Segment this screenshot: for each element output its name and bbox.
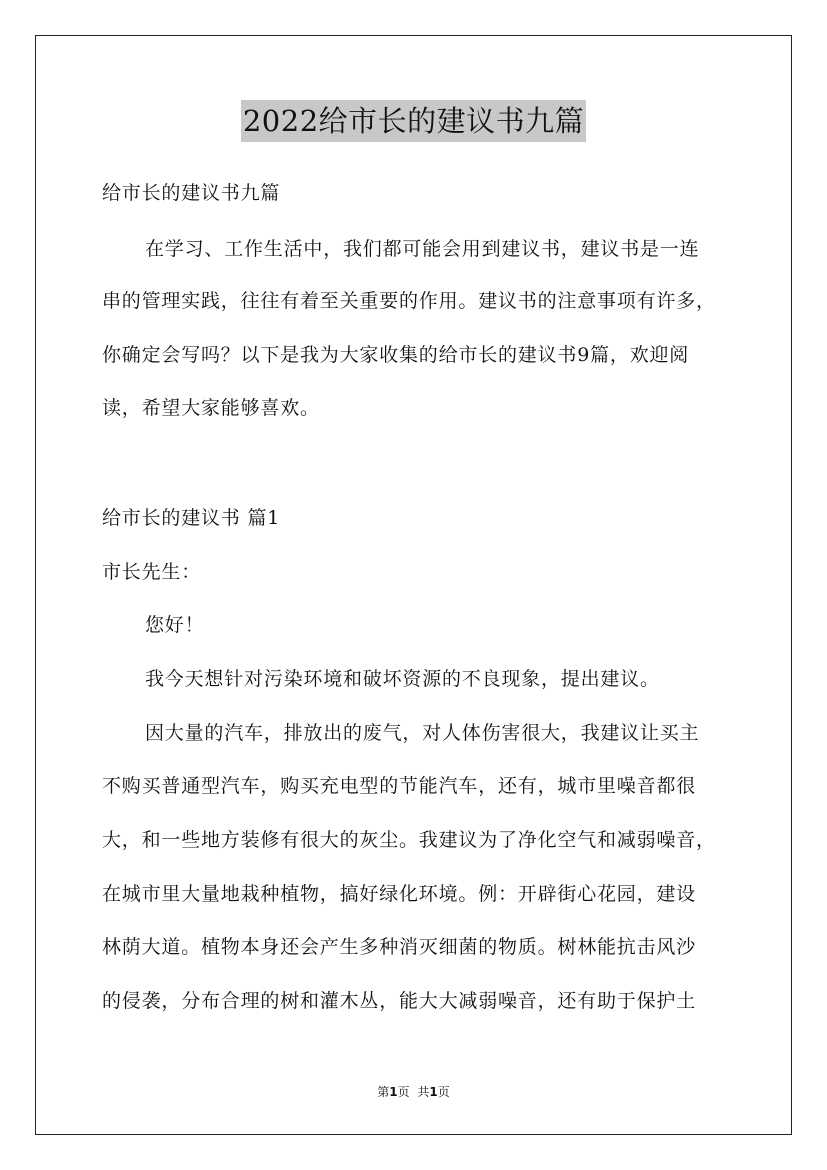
footer-total-prefix: 共: [417, 1085, 430, 1099]
footer-total-number: 1: [429, 1085, 438, 1099]
salutation: 市长先生：: [102, 561, 202, 583]
document-subtitle: 给市长的建议书九篇: [102, 182, 281, 204]
intro-line-1: 在学习、工作生活中，我们都可能会用到建议书，建议书是一连: [145, 238, 700, 260]
paragraph-2-line-4: 在城市里大量地栽种植物，搞好绿化环境。例：开辟街心花园，建设: [102, 883, 697, 905]
intro-line-2: 串的管理实践，往往有着至关重要的作用。建议书的注意事项有许多，: [102, 290, 716, 312]
paragraph-2-line-3: 大，和一些地方装修有很大的灰尘。我建议为了净化空气和减弱噪音，: [102, 829, 716, 851]
document-title: [0, 100, 827, 142]
paragraph-2-line-6: 的侵袭，分布合理的树和灌木丛，能大大减弱噪音，还有助于保护土: [102, 990, 697, 1012]
intro-line-3: 你确定会写吗？以下是我为大家收集的给市长的建议书9篇，欢迎阅: [102, 344, 690, 366]
paragraph-2-line-1: 因大量的汽车，排放出的废气，对人体伤害很大，我建议让买主: [145, 722, 700, 744]
footer-total-suffix: 页: [437, 1085, 450, 1099]
greeting: 您好！: [145, 614, 205, 636]
intro-line-4: 读，希望大家能够喜欢。: [102, 397, 320, 419]
paragraph-1: 我今天想针对污染环境和破坏资源的不良现象，提出建议。: [145, 668, 660, 690]
section-heading: 给市长的建议书 篇1: [102, 507, 281, 529]
footer-page-number: 1: [389, 1085, 398, 1099]
footer-page-prefix: 第: [377, 1085, 390, 1099]
page-footer: [0, 1083, 827, 1101]
paragraph-2-line-2: 不购买普通型汽车，购买充电型的节能汽车，还有，城市里噪音都很: [102, 775, 697, 797]
document-title-text: 2022给市长的建议书九篇: [241, 100, 586, 142]
footer-page-suffix: 页: [397, 1085, 410, 1099]
paragraph-2-line-5: 林荫大道。植物本身还会产生多种消灭细菌的物质。树林能抗击风沙: [102, 936, 697, 958]
